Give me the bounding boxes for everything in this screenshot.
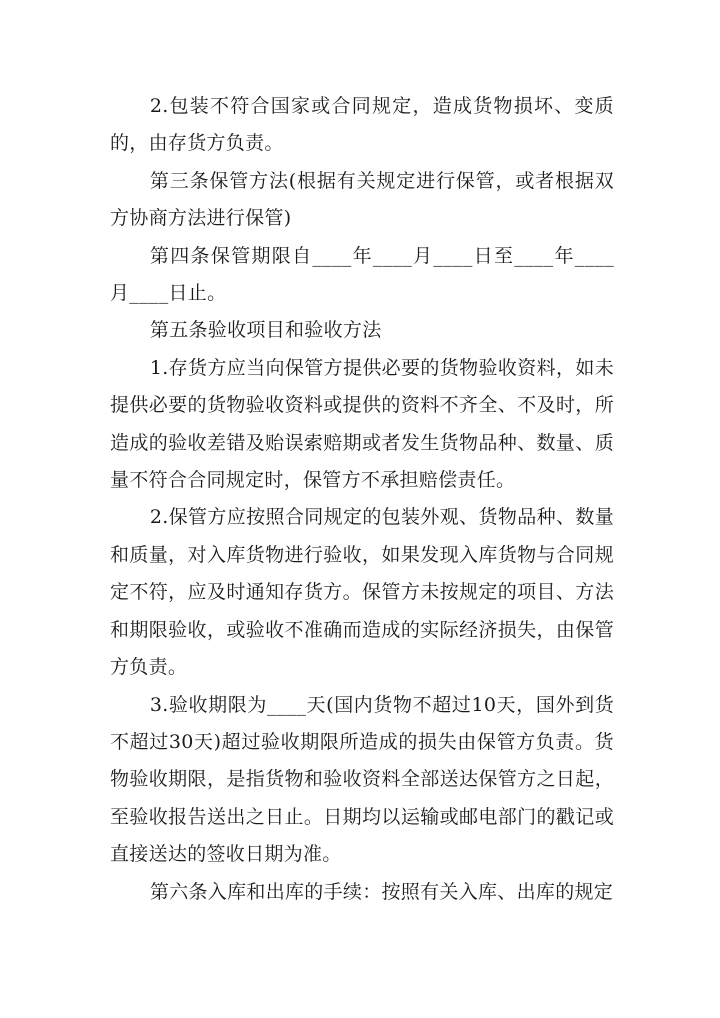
contract-body: [110, 88, 614, 911]
paragraph-article-5-heading: 第五条验收项目和验收方法: [149, 319, 382, 342]
paragraph-article-4-storage-period: 第四条保管期限自____年____月____日至____年____月____日止。: [110, 244, 614, 305]
paragraph-inspection-period: 3.验收期限为____天(国内货物不超过10天，国外到货不超过30天)超过验收期限所造成的损失由保管方负责。货物验收期限，是指货物和验收资料全部送达保管方之日起，至验收报告送出之日止。日期均以运输或邮电部门的戳记或直接送达的签收日期为准。: [110, 693, 614, 866]
paragraph-packaging-liability: 2.包装不符合国家或合同规定，造成货物损坏、变质的，由存货方负责。: [110, 95, 614, 155]
paragraph-inspection-documents: 1.存货方应当向保管方提供必要的货物验收资料，如未提供必要的货物验收资料或提供的资料不齐全、不及时，所造成的验收差错及贻误索赔期或者发生货物品种、数量、质量不符合合同规定时，保管方不承担赔偿责任。: [110, 356, 614, 492]
paragraph-inspection-procedure: 2.保管方应按照合同规定的包装外观、货物品种、数量和质量，对入库货物进行验收，如果发现入库货物与合同规定不符，应及时通知存货方。保管方未按规定的项目、方法和期限验收，或验收不准确而造成的实际经济损失，由保管方负责。: [110, 506, 614, 679]
paragraph-article-6-warehousing: 第六条入库和出库的手续：按照有关入库、出库的规定: [149, 880, 614, 903]
paragraph-article-3-storage-method: 第三条保管方法(根据有关规定进行保管，或者根据双方协商方法进行保管): [110, 169, 614, 230]
